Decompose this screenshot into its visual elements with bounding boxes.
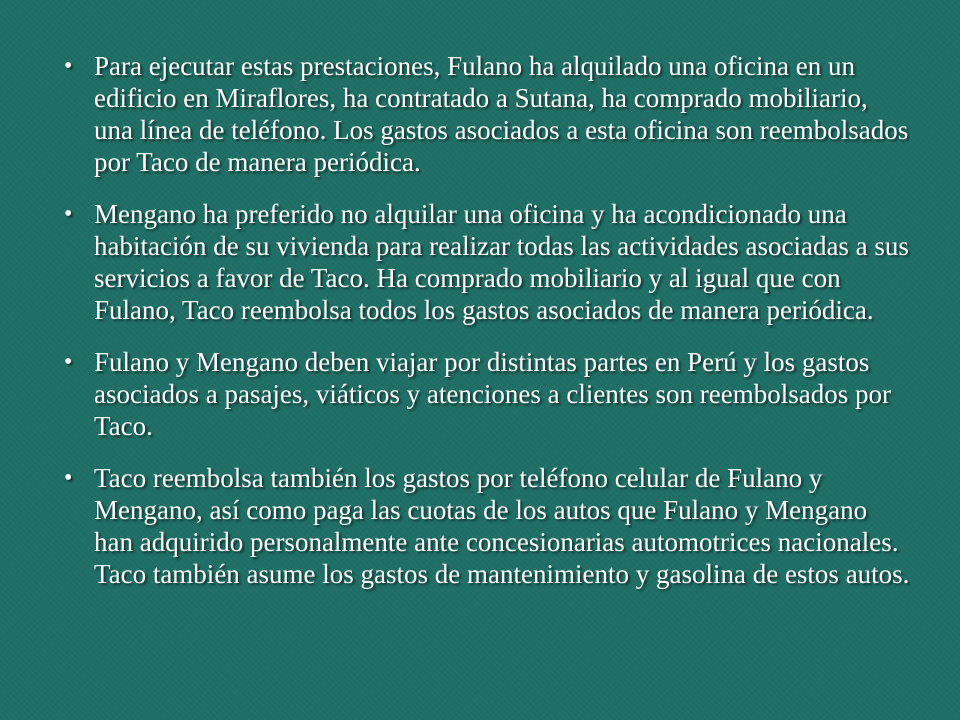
bullet-text: Fulano y Mengano deben viajar por distintas partes en Perú y los gastos asociados a pasajes, viáticos y atenciones a clientes son reembolsados por Taco. [94, 347, 892, 441]
bullet-item [60, 346, 910, 442]
bullet-text: Taco reembolsa también los gastos por teléfono celular de Fulano y Mengano, así como paga las cuotas de los autos que Fulano y Mengano han adquirido personalmente ante concesionarias automotrices nacionales. Taco también asume los gastos de mantenimiento y gasolina de estos autos. [94, 463, 910, 589]
bullet-marker: • [64, 465, 73, 491]
bullet-text: Mengano ha preferido no alquilar una oficina y ha acondicionado una habitación de su vivienda para realizar todas las actividades asociadas a sus servicios a favor de Taco. Ha comprado mobiliario y al igual que con Fulano, Taco reembolsa todos los gastos asociados de manera periódica. [94, 199, 909, 325]
bullet-text: Para ejecutar estas prestaciones, Fulano ha alquilado una oficina en un edificio en Miraflores, ha contratado a Sutana, ha comprado mobiliario, una línea de teléfono. Los gastos asociados a esta oficina son reembolsados por Taco de manera periódica. [94, 51, 909, 177]
bullet-item [60, 462, 910, 590]
bullet-item [60, 198, 910, 326]
bullet-list [60, 50, 910, 590]
bullet-item [60, 50, 910, 178]
bullet-marker: • [64, 201, 73, 227]
bullet-marker: • [64, 53, 73, 79]
bullet-marker: • [64, 349, 73, 375]
